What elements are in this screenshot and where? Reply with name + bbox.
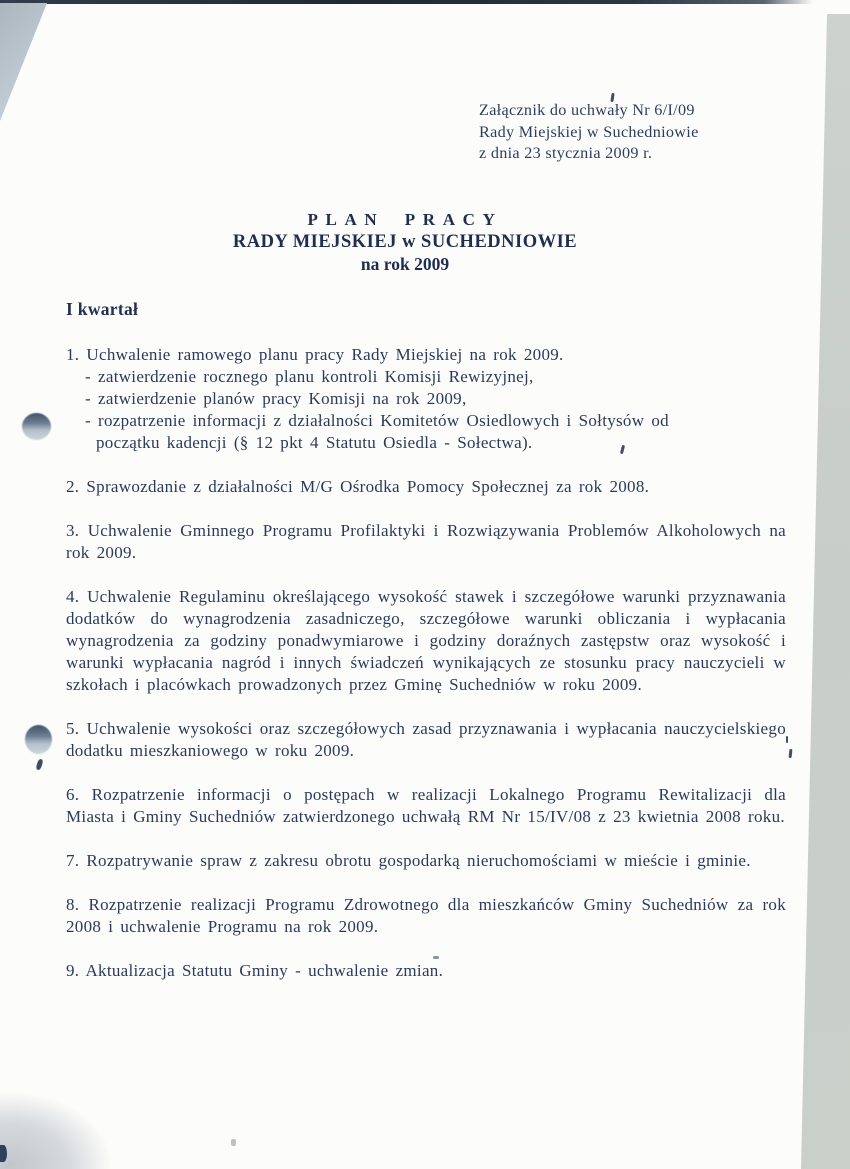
scan-speck bbox=[231, 1139, 236, 1146]
agenda-item-9: 9. Aktualizacja Statutu Gminy - uchwalenie zmian. bbox=[66, 961, 444, 980]
scan-smudge bbox=[0, 1093, 110, 1169]
title-line-3: na rok 2009 bbox=[360, 254, 450, 274]
hole-punch-tail-mark bbox=[35, 758, 43, 770]
scanner-top-line bbox=[0, 0, 813, 4]
title-line-2: RADY MIEJSKIEJ w SUCHEDNIOWIE bbox=[232, 232, 578, 252]
agenda-item-8: 8. Rozpatrzenie realizacji Programu Zdrowotnego dla mieszkańców Gminy Suchedniów za rok 2008 i uchwalenie Programu na rok 2009. bbox=[66, 895, 786, 936]
agenda-item-4: 4. Uchwalenie Regulaminu określającego wysokość stawek i szczegółowe warunki przyznawania dodatków do wynagrodzenia zasadniczego, szczegółowe warunki obliczania i wypłacania wynagrodzenia za godziny ponadwymiarowe i godziny doraźnych zastępstw oraz wysokość i warunki wypłacania nagród i innych świadczeń wynikających ze stosunku pracy nauczycieli w szkołach i placówkach prowadzonych przez Gminę Suchedniów w roku 2009. bbox=[66, 587, 786, 694]
scanner-corner-wedge bbox=[0, 0, 60, 130]
agenda-item-1-subitems bbox=[66, 366, 721, 454]
agenda-subitem: - rozpatrzenie informacji z działalności Komitetów Osiedlowych i Sołtysów od początku kadencji (§ 12 pkt 4 Statutu Osiedla - Sołectwa). bbox=[85, 411, 669, 452]
agenda-subitem: - zatwierdzenie rocznego planu kontroli Komisji Rewizyjnej, bbox=[85, 367, 534, 386]
scanner-edge-strip bbox=[800, 0, 850, 1169]
agenda-item-3: 3. Uchwalenie Gminnego Programu Profilaktyki i Rozwiązywania Problemów Alkoholowych na rok 2009. bbox=[66, 521, 786, 562]
scan-speck bbox=[789, 749, 793, 758]
agenda-item-6: 6. Rozpatrzenie informacji o postępach w realizacji Lokalnego Programu Rewitalizacji dla Miasta i Gminy Suchedniów zatwierdzonego uchwałą RM Nr 15/IV/08 z 23 kwietnia 2008 roku. bbox=[66, 785, 786, 826]
scan-edge-mark bbox=[0, 1145, 7, 1162]
attachment-reference-line-2: Rady Miejskiej w Suchedniowie bbox=[479, 122, 699, 141]
attachment-reference-line-1: Załącznik do uchwały Nr 6/I/09 bbox=[479, 101, 695, 119]
hole-punch-mark bbox=[25, 725, 52, 754]
agenda-item-1: 1. Uchwalenie ramowego planu pracy Rady Miejskiej na rok 2009. bbox=[66, 345, 564, 364]
title-line-1: PLAN PRACY bbox=[307, 210, 503, 229]
agenda-item-2: 2. Sprawozdanie z działalności M/G Ośrodka Pomocy Społecznej za rok 2008. bbox=[66, 477, 650, 496]
document-body bbox=[66, 344, 786, 1004]
agenda-subitem: - zatwierdzenie planów pracy Komisji na rok 2009, bbox=[85, 389, 467, 408]
hole-punch-mark bbox=[22, 413, 51, 440]
document-title bbox=[40, 209, 770, 275]
agenda-item-5: 5. Uchwalenie wysokości oraz szczegółowych zasad przyznawania i wypłacania nauczycielskiego dodatku mieszkaniowego w roku 2009. bbox=[66, 719, 786, 760]
attachment-reference-line-3: z dnia 23 stycznia 2009 r. bbox=[479, 144, 653, 162]
agenda-item-7: 7. Rozpatrywanie spraw z zakresu obrotu gospodarką nieruchomościami w mieście i gminie. bbox=[66, 851, 751, 870]
section-heading-quarter-1: I kwartał bbox=[66, 299, 139, 319]
attachment-reference bbox=[479, 100, 699, 165]
scan-speck bbox=[786, 736, 788, 743]
